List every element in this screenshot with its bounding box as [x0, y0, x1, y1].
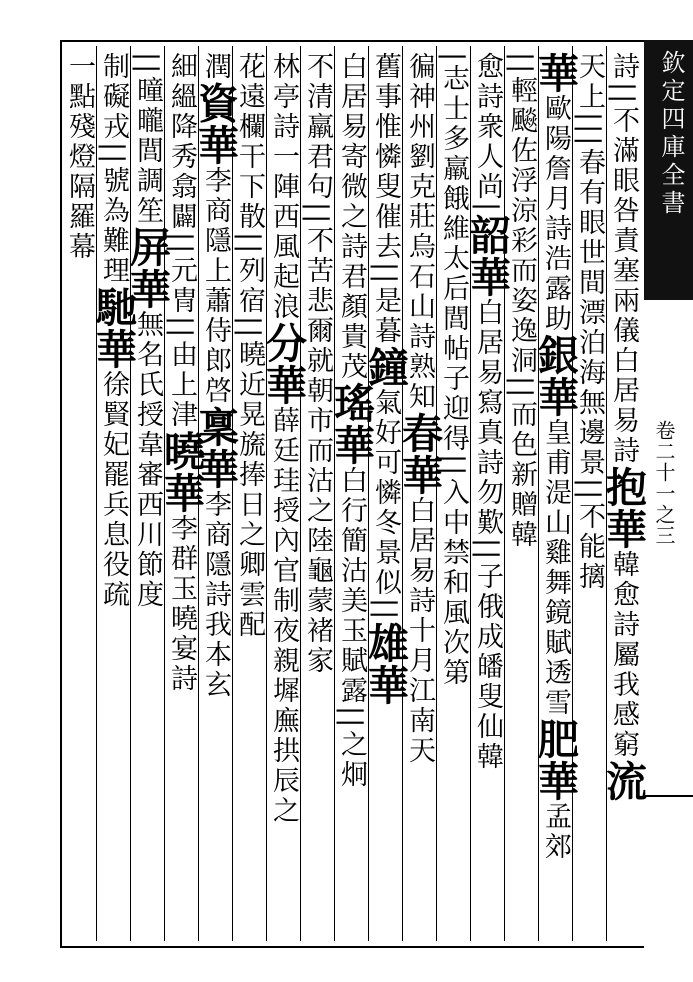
headword: 華 [531, 376, 579, 418]
column-rule [198, 46, 199, 941]
headword: 稟 [191, 406, 239, 448]
column-text: 一點殘燈隔羅幕 [64, 52, 95, 262]
column-text: 白居易寫真詩勿歎||子俄成皤叟仙韓 [472, 298, 503, 773]
headword: 華 [123, 268, 171, 311]
column-text: 制礙戎||號為難理 [98, 52, 129, 287]
column-text: 細縕降秀翕闢|| [166, 52, 197, 257]
column-rule [402, 46, 403, 941]
headword: 馳 [89, 286, 137, 329]
column-text: 花遠欄干下散|| [234, 52, 265, 257]
headword: 曉 [157, 430, 205, 473]
column-text: 李商隱詩我本玄 [200, 490, 231, 700]
column-rule [232, 46, 233, 941]
column-text: 無名氏授韋審西川節度 [132, 310, 163, 611]
headword: 流 [599, 760, 647, 803]
column-text: 列宿||曉近晃旒捧日之卿雲配 [234, 256, 265, 641]
headword: 鐘 [361, 346, 409, 389]
column-text: 李群玉曉宴詩 [166, 514, 197, 695]
headword: 雄 [361, 622, 409, 665]
column-text: 白行簡沽美玉賦露||之炯 [336, 466, 367, 791]
headword: 瑤 [327, 382, 375, 424]
column-rule [368, 46, 369, 941]
column-rule [572, 46, 573, 941]
column-text: 氣好可憐冬景似|| [370, 388, 401, 623]
column-text: |志士多羸餓 [438, 52, 469, 215]
headword: 華 [191, 448, 239, 490]
column-text: 詩||不滿眼咎責塞兩儀白居易詩 [608, 52, 639, 467]
column-text: 薛廷珪授內官制夜親墀廡拱辰之 [268, 406, 299, 826]
column-rule [164, 46, 165, 941]
column-rule [266, 46, 267, 941]
column-text: 白居易寄微之詩君顏貴茂 [336, 52, 367, 382]
headword: 屏 [123, 226, 171, 269]
headword: 華 [599, 508, 647, 551]
column-text: 韓愈詩屬我感窮 [608, 550, 639, 761]
margin-title-banner [644, 40, 693, 300]
column-text: ||輕飈佐浮涼 [506, 52, 537, 227]
column-text: 徧神州劉克莊烏石山詩熟知 [404, 52, 435, 412]
margin-title: 欽定四庫全書 [657, 50, 685, 218]
column-text: 皇甫湜山雞舞鏡賦透雪 [540, 418, 571, 718]
headword: 華 [361, 664, 409, 707]
headword: 資 [191, 82, 239, 124]
column-text: 爾就朝市而沽之陸龜蒙褚家 [302, 316, 333, 677]
headword: 韶 [463, 214, 511, 257]
column-text: 維太后閭帖子迎得||入中禁和風次第 [438, 214, 469, 689]
headword: 抱 [599, 466, 647, 509]
headword: 銀 [531, 334, 579, 376]
column-text: 舊事惟憐叟催去||是暮 [370, 52, 401, 347]
headword: 華 [463, 256, 511, 299]
column-rule [300, 46, 301, 941]
column-text: 孟郊 [540, 802, 571, 862]
column-text: 元冑||由上津 [166, 256, 197, 431]
column-rule [606, 46, 607, 941]
column-text: 李商隱上蕭侍郎啓 [200, 166, 231, 406]
column-text: 天上|||春有眼世間漂泊海無邊 [574, 52, 605, 449]
column-rule [130, 46, 131, 941]
column-text: 白居易詩十月江南天 [404, 496, 435, 766]
column-text: ||曈曨閭調笙 [132, 52, 163, 227]
column-rule [96, 46, 97, 941]
column-text: 贈韓 [506, 490, 537, 551]
volume-label: 卷二十一之三 [652, 420, 676, 546]
headword: 華 [531, 760, 579, 802]
column-text: 彩而姿逸洞||而色新 [506, 226, 537, 491]
column-text: 潤 [200, 52, 231, 82]
headword: 華 [395, 454, 443, 496]
headword: 華 [531, 52, 579, 94]
headword: 華 [327, 424, 375, 466]
column-text: 景||不能摛 [574, 448, 605, 593]
headword: 肥 [531, 718, 579, 760]
headword: 春 [395, 412, 443, 454]
column-text: 歐陽詹月詩浩露助 [540, 94, 571, 334]
column-rule [504, 46, 505, 941]
margin-rule [645, 795, 693, 797]
column-rule [470, 46, 471, 941]
headword: 分 [259, 322, 307, 364]
headword: 華 [89, 328, 137, 371]
column-rule [436, 46, 437, 941]
column-rule [538, 46, 539, 941]
column-rule [334, 46, 335, 941]
column-text: 林亭詩一陣西風起浪 [268, 52, 299, 322]
column-text: 不清羸君句||不苦悲 [302, 52, 333, 317]
headword: 華 [259, 364, 307, 406]
headword: 華 [191, 124, 239, 166]
column-text: 愈詩衆人尚| [472, 52, 503, 215]
column-text: 徐賢妃罷兵息役疏 [98, 370, 129, 611]
headword: 華 [157, 472, 205, 515]
